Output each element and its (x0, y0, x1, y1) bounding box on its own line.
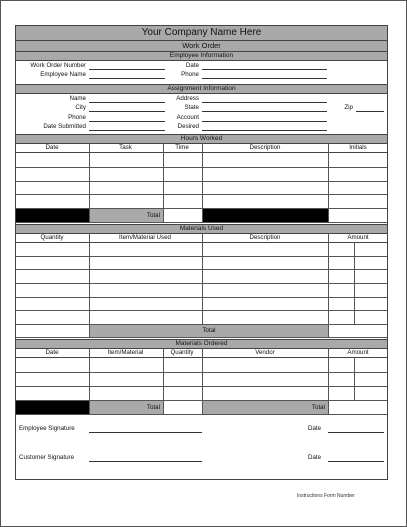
ordered-total-label: Total (90, 401, 163, 414)
desired-label: Desired (177, 123, 199, 130)
address-label: Address (176, 95, 199, 102)
state-label: State (184, 104, 199, 111)
column-header: Quantity (170, 349, 194, 356)
customer-signature-label: Customer Signature (19, 454, 75, 461)
work-order-number-label: Work Order Number (30, 62, 86, 69)
phone-label: Phone (68, 114, 86, 121)
assignment-phone-field[interactable] (89, 121, 165, 122)
column-header: Date (45, 349, 59, 356)
column-header: Date (45, 144, 59, 151)
column-header: Item/Material Used (119, 234, 171, 241)
account-label: Account (176, 114, 199, 121)
phone-label: Phone (181, 71, 199, 78)
employee-name-field[interactable] (89, 78, 165, 79)
ordered-blackout-left (16, 401, 89, 414)
column-header: Description (249, 234, 281, 241)
footer-text: Instructions Form Number (297, 493, 355, 499)
date-submitted-label: Date Submitted (43, 123, 86, 130)
address-field[interactable] (202, 102, 327, 103)
zip-field[interactable] (356, 111, 384, 112)
materials-ordered-title: Materials Ordered (16, 339, 387, 349)
customer-signature-field[interactable] (89, 461, 202, 462)
column-header: Amount (347, 349, 369, 356)
name-label: Name (69, 95, 86, 102)
date-label: Date (185, 62, 199, 69)
employee-name-label: Employee Name (40, 71, 86, 78)
column-header: Time (175, 144, 189, 151)
materials-used-total: Total (90, 325, 328, 337)
hours-worked-title: Hours Worked (16, 134, 387, 144)
customer-signature-date-field[interactable] (328, 461, 384, 462)
account-field[interactable] (202, 121, 327, 122)
hours-blackout-right (203, 209, 328, 222)
city-label: City (75, 104, 86, 111)
column-header: Vendor (255, 349, 275, 356)
column-header: Task (119, 144, 132, 151)
hours-total-label: Total (90, 209, 163, 222)
hours-blackout-left (16, 209, 89, 222)
work-order-form (15, 25, 388, 480)
zip-label: Zip (344, 104, 353, 111)
work-order-number-field[interactable] (89, 69, 165, 70)
customer-signature-date-label: Date (308, 454, 322, 461)
employee-info-title: Employee Information (16, 52, 387, 61)
ordered-vendor-total-label: Total (203, 401, 328, 414)
assignment-info-title: Assignment Information (16, 84, 387, 94)
date-field[interactable] (202, 69, 327, 70)
name-field[interactable] (89, 102, 165, 103)
date-submitted-field[interactable] (89, 130, 165, 131)
company-name: Your Company Name Here (16, 26, 387, 41)
desired-field[interactable] (202, 130, 327, 131)
employee-signature-date-label: Date (308, 425, 322, 432)
form-title: Work Order (16, 41, 387, 52)
phone-field[interactable] (202, 78, 327, 79)
state-field[interactable] (202, 111, 327, 112)
column-header: Initials (349, 144, 367, 151)
city-field[interactable] (89, 111, 165, 112)
employee-signature-label: Employee Signature (19, 425, 75, 432)
materials-used-title: Materials Used (16, 224, 387, 234)
employee-signature-date-field[interactable] (328, 432, 384, 433)
column-header: Amount (347, 234, 369, 241)
column-header: Quantity (40, 234, 64, 241)
column-header: Item/Material (107, 349, 144, 356)
employee-signature-field[interactable] (89, 432, 202, 433)
column-header: Description (249, 144, 281, 151)
